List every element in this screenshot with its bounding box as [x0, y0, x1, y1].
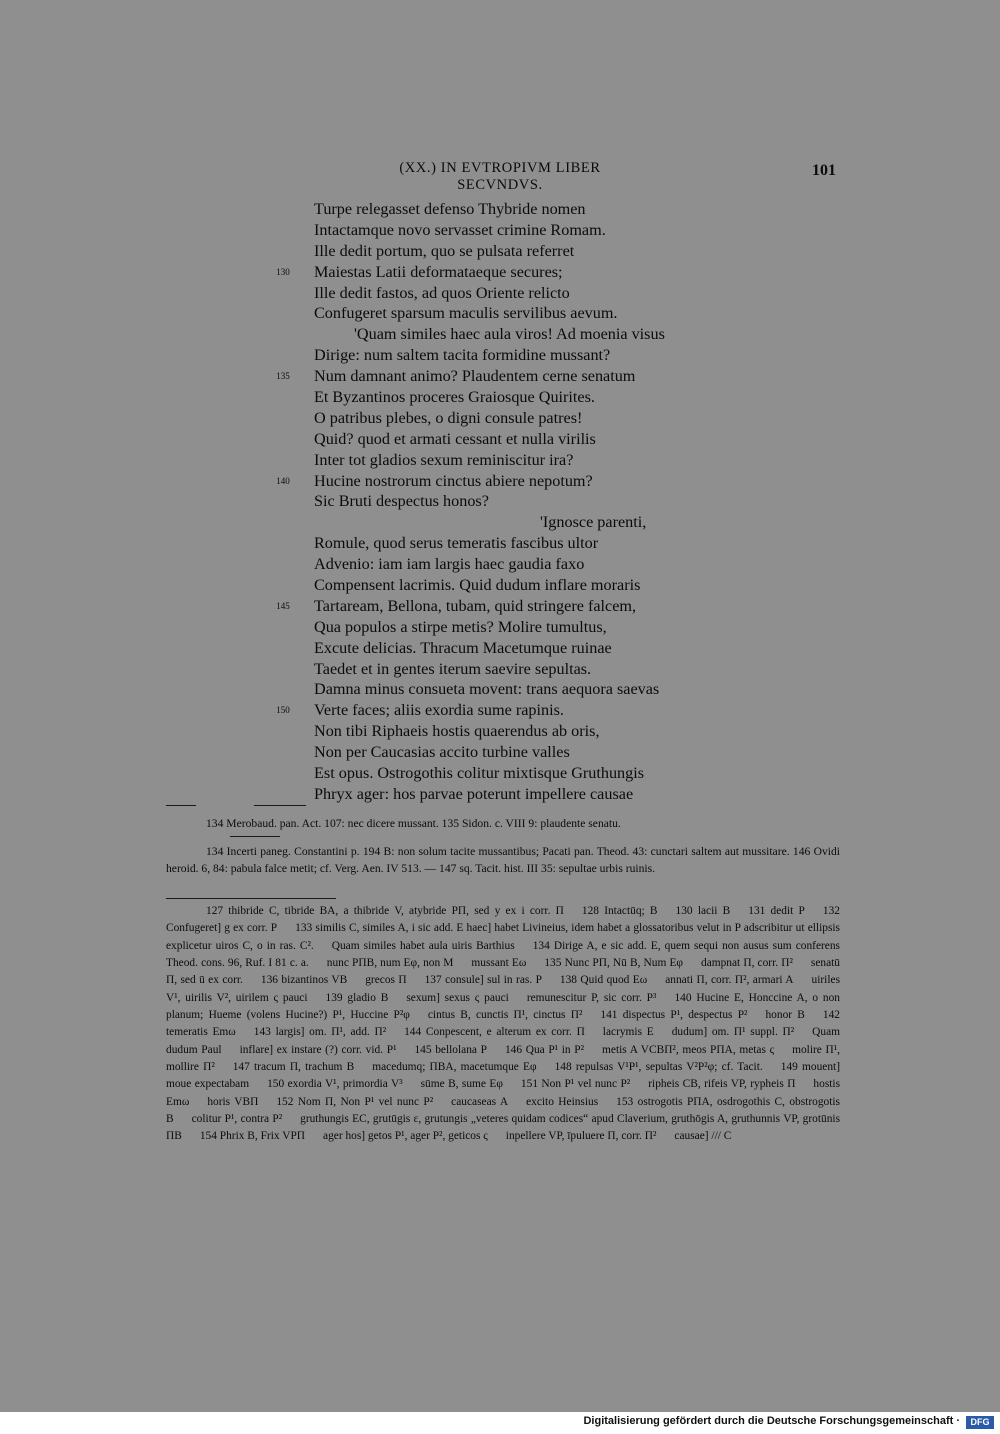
apparatus-entry: 145 bellolana P	[414, 1043, 487, 1056]
verse-text: Inter tot gladios sexum reminiscitur ira?	[314, 450, 574, 469]
apparatus-entry: nunc PΠB, num Eφ, non M	[326, 957, 454, 970]
running-title: (XX.) IN EVTROPIVM LIBER SECVNDVS.	[399, 160, 601, 193]
verse-text: Romule, quod serus temeratis fascibus ultor	[314, 534, 599, 553]
line-number: 135	[276, 371, 290, 382]
apparatus-entry: inpellere VP, īpuluere Π, corr. Π²	[505, 1130, 657, 1143]
verse-line	[314, 784, 754, 805]
verse-text: Verte faces; aliis exordia sume rapinis.	[314, 701, 564, 720]
verse-text: Est opus. Ostrogothis colitur mixtisque Gruthungis	[314, 764, 645, 783]
verse-text: Dirige: num saltem tacita formidine mussant?	[314, 346, 611, 365]
apparatus-entry: 154 Phrix B, Frix VPΠ	[199, 1130, 306, 1143]
apparatus-entry: dudum] om. Π¹ suppl. Π²	[671, 1026, 795, 1039]
verse-text: Phryx ager: hos parvae poterunt impellere causae	[314, 784, 634, 803]
verse-text: 'Quam similes haec aula viros! Ad moenia visus	[354, 325, 665, 344]
apparatus-entry: 146 Qua P¹ in P²	[504, 1043, 585, 1056]
apparatus-entry: 153 ostrogotis PΠA, osdrogothis C, obstrogotis B	[166, 1095, 840, 1126]
source-notes-1	[166, 815, 840, 832]
apparatus-entry: 128 Intactūq; B	[581, 905, 658, 917]
verse-line	[276, 471, 754, 492]
verse-text: Non tibi Riphaeis hostis quaerendus ab oris,	[314, 722, 600, 741]
divider	[166, 898, 336, 899]
apparatus-entry: 138 Quid quod Eω	[559, 974, 648, 987]
verse-line	[276, 700, 754, 721]
verse-text: Ille dedit portum, quo se pulsata referret	[314, 241, 575, 260]
apparatus-entry: 147 tracum Π, trachum B	[232, 1061, 355, 1074]
apparatus-entry: 149 mouent] moue expectabam	[166, 1061, 840, 1091]
apparatus-entry: causae] /// C	[674, 1130, 732, 1143]
apparatus-entry: Quam similes habet aula uiris Barthius	[331, 939, 515, 952]
verse-line	[314, 199, 754, 220]
verse-line	[314, 638, 754, 659]
verse-text: Excute delicias. Thracum Macetumque ruinae	[314, 638, 612, 657]
apparatus-entry: grecos Π	[365, 974, 407, 987]
verse-text: Tartaream, Bellona, tubam, quid stringere falcem,	[314, 596, 637, 615]
verse-line	[314, 241, 754, 262]
verse-line	[314, 491, 754, 512]
verse-line	[314, 679, 754, 700]
funding-notice: Digitalisierung gefördert durch die Deutsche Forschungsgemeinschaft ·	[583, 1415, 960, 1427]
apparatus-entry: ager hos] getos P¹, ager P², geticos ς	[323, 1130, 488, 1143]
apparatus-entry: gruthungis EC, grutūgis ε, grutungis „veteres quidam codices“ apud Claverium, gruthōgis A, gruthunnis VP, grotūnis ΠB	[166, 1113, 840, 1143]
apparatus-entry: 135 Nunc PΠ, Nū B, Num Eφ	[544, 957, 683, 970]
apparatus-entry: mussant Eω	[471, 957, 527, 970]
apparatus-entry: colitur P¹, contra P²	[191, 1113, 283, 1126]
apparatus-entry: metis A VCBΠ², meos PΠA, metas ς	[602, 1043, 775, 1056]
critical-apparatus	[166, 903, 840, 1146]
apparatus-entry: honor B	[765, 1009, 805, 1022]
verse-text: Advenio: iam iam largis haec gaudia faxo	[314, 555, 585, 574]
verse-text: Taedet et in gentes iterum saevire sepultas.	[314, 659, 592, 678]
apparatus-entry: 152 Nom Π, Non P¹ vel nunc P²	[276, 1095, 434, 1108]
footer-bar	[0, 1412, 1000, 1434]
verse-line	[314, 554, 754, 575]
source-note: 134 Incerti paneg. Constantini p. 194 B: non solum tacite mussantibus; Pacati pan. Theod. 43: cunctari saltem aut mussitare. 146 Ovidi heroid. 6, 84: pabula falce metit; cf. Verg. Aen. IV 513. — 147 sq. Tacit. hist. III 35: sepultae urbis ruinis.	[166, 845, 840, 875]
verse-line	[276, 596, 754, 617]
apparatus-entry: molire Π¹, mollire Π²	[166, 1043, 840, 1074]
verse-line	[314, 283, 754, 304]
apparatus-entry: 140 Hucine E, Honccine A, o non planum; Hueme (volens Hucine?) P¹, Huccine P²φ	[166, 991, 840, 1022]
divider	[230, 836, 280, 837]
apparatus-entry: 139 gladio B	[325, 991, 389, 1004]
apparatus-entry: ripheis CB, rifeis VP, rypheis Π	[648, 1078, 796, 1091]
verse-line	[314, 387, 754, 408]
verse-line	[314, 303, 754, 324]
apparatus-entry: hostis Emω	[166, 1078, 841, 1108]
verse-text: O patribus plebes, o digni consule patres!	[314, 408, 583, 427]
verse-line	[276, 262, 754, 283]
verse-text: Non per Caucasias accito turbine valles	[314, 743, 570, 762]
verse-text: 'Ignosce parenti,	[540, 513, 647, 532]
divider	[166, 805, 196, 806]
line-number: 130	[276, 266, 290, 277]
apparatus-entry: 127 thibride C, tibride BA, a thibride V, atybride PΠ, sed y ex i corr. Π	[206, 905, 564, 917]
apparatus-entry: 133 similis C, similes A, i sic add. E haec] habet Livineius, idem habet a glossatoribus velut in P adscribitur ut ellipsis explicetur uiros C, o in ras. C².	[166, 922, 840, 952]
apparatus-entry: 141 dispectus P¹, despectus P²	[600, 1009, 748, 1022]
verse-text: Et Byzantinos proceres Graiosque Quirites.	[314, 388, 595, 407]
verse-text: Qua populos a stirpe metis? Molire tumultus,	[314, 617, 607, 636]
apparatus-entry: 143 largis] om. Π¹, add. Π²	[253, 1026, 387, 1039]
line-number: 145	[276, 600, 290, 611]
verse-text: Damna minus consueta movent: trans aequora saevas	[314, 680, 660, 699]
verse-text: Intactamque novo servasset crimine Romam.	[314, 220, 606, 239]
verse-line	[314, 220, 754, 241]
apparatus-entry: 136 bizantinos VB	[260, 974, 348, 987]
apparatus-entry: 131 dedit P	[748, 905, 805, 917]
verse-text: Turpe relegasset defenso Thybride nomen	[314, 200, 586, 218]
poem-text	[276, 199, 754, 805]
line-number: 150	[276, 705, 290, 716]
apparatus-entry: sexum] sexus ς pauci	[406, 991, 509, 1004]
apparatus-entry: cintus B, cunctis Π¹, cinctus Π²	[427, 1009, 583, 1022]
apparatus-entry: sūme B, sume Eφ	[420, 1078, 503, 1091]
verse-line	[314, 450, 754, 471]
verse-line	[314, 617, 754, 638]
verse-line	[314, 324, 754, 345]
apparatus-entry: uiriles V¹, uirilis V², uirilem ς pauci	[166, 974, 841, 1004]
apparatus-entry: macedumq; ΠBA, macetumque Eφ	[372, 1061, 537, 1074]
apparatus-entry: Quam dudum Paul	[166, 1026, 840, 1056]
apparatus-entry: annati Π, corr. Π², armari A	[665, 974, 794, 987]
verse-line	[314, 721, 754, 742]
source-note: 134 Merobaud. pan. Act. 107: nec dicere mussant. 135 Sidon. c. VIII 9: plaudente senatu.	[206, 817, 621, 830]
apparatus-entry: 150 exordia V¹, primordia V³	[267, 1078, 403, 1091]
verse-line	[314, 533, 754, 554]
apparatus-entry: dampnat Π, corr. Π²	[701, 957, 793, 970]
verse-text: Maiestas Latii deformataeque secures;	[314, 262, 563, 281]
apparatus-entry: 137 consule] sul in ras. P	[424, 974, 542, 987]
verse-text: Num damnant animo? Plaudentem cerne senatum	[314, 367, 636, 386]
apparatus-entry: 134 Dirige A, e sic add. E, quem sequi non ausus sum conferens Theod. cons. 96, Ruf. I 81 c. a.	[166, 939, 840, 970]
apparatus-entry: senatū Π, sed ū ex corr.	[166, 957, 840, 987]
apparatus-entry: caucaseas A	[451, 1095, 509, 1108]
verse-text: Sic Bruti despectus honos?	[314, 492, 489, 511]
verse-line	[314, 408, 754, 429]
apparatus-entry: remunescitur P, sic corr. P³	[526, 991, 657, 1004]
apparatus-entry: 148 repulsas V¹P¹, sepultas V²P²φ; cf. Tacit.	[554, 1061, 763, 1074]
verse-line	[314, 345, 754, 366]
verse-line	[276, 366, 754, 387]
apparatus-entry: excito Heinsius	[526, 1095, 599, 1108]
verse-text: Confugeret sparsum maculis servilibus aevum.	[314, 304, 618, 323]
dfg-logo: DFG	[966, 1416, 994, 1429]
apparatus-entry: horis VBΠ	[207, 1095, 259, 1108]
verse-line	[314, 575, 754, 596]
apparatus-entry: 151 Non P¹ vel nunc P²	[520, 1078, 631, 1091]
apparatus-entry: inflare] ex instare (?) corr. vid. P¹	[239, 1043, 397, 1056]
apparatus-entry: lacrymis E	[602, 1026, 654, 1039]
verse-line	[314, 763, 754, 784]
apparatus-entry: 142 temeratis Emω	[166, 1009, 840, 1039]
apparatus-entry: 130 lacii B	[675, 905, 731, 917]
verse-line	[314, 429, 754, 450]
line-number: 140	[276, 475, 290, 486]
divider	[254, 805, 306, 806]
page-number: 101	[812, 162, 836, 179]
verse-line	[314, 512, 754, 533]
verse-line	[314, 659, 754, 680]
apparatus-entry: 132 Confugeret] g ex corr. P	[166, 905, 840, 935]
source-notes-2	[166, 843, 840, 877]
verse-text: Hucine nostrorum cinctus abiere nepotum?	[314, 471, 593, 490]
verse-text: Quid? quod et armati cessant et nulla virilis	[314, 429, 596, 448]
verse-text: Compensent lacrimis. Quid dudum inflare moraris	[314, 576, 641, 595]
apparatus-entry: 144 Conpescent, e alterum ex corr. Π	[404, 1026, 585, 1039]
apparatus-block	[166, 903, 840, 1146]
verse-text: Ille dedit fastos, ad quos Oriente relicto	[314, 283, 570, 302]
verse-line	[314, 742, 754, 763]
